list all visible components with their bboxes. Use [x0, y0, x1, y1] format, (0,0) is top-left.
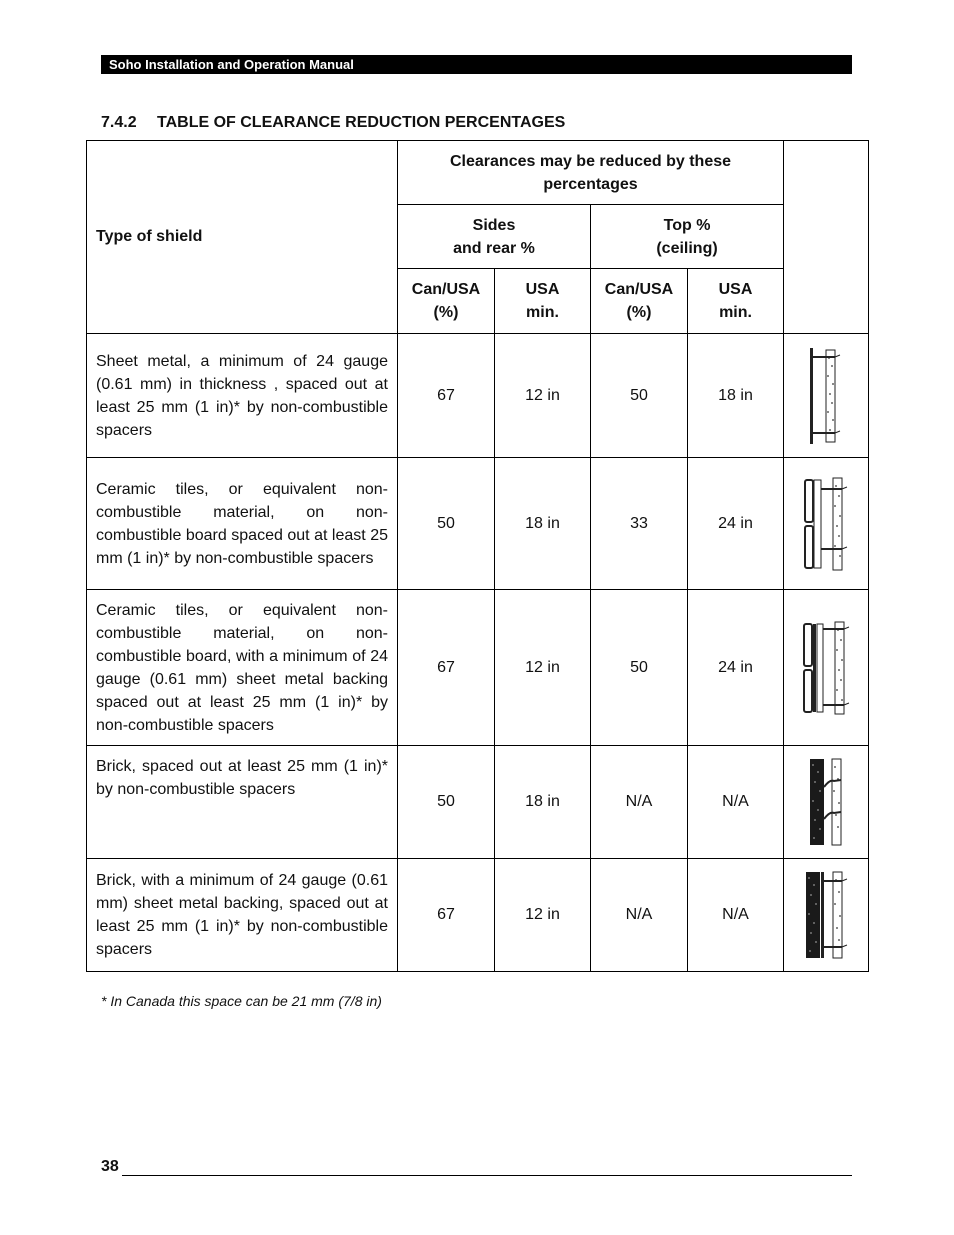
top-canusa-header: Can/USA (%): [591, 269, 688, 334]
sides-canusa-value: 50: [398, 746, 495, 859]
shield-description: Brick, with a minimum of 24 gauge (0.61 mm) sheet metal backing, spaced out at least 25 mm (1 in)* by non-combustible spacers: [87, 859, 398, 972]
top-canusa-value: 50: [591, 334, 688, 458]
manual-title: Soho Installation and Operation Manual: [109, 57, 354, 72]
sides-usa-value: 18 in: [495, 458, 591, 590]
manual-header-bar: [101, 55, 852, 74]
table-row: [87, 334, 869, 458]
clearances-header: Clearances may be reduced by these percentages: [398, 141, 784, 205]
sides-usa-header: USA min.: [495, 269, 591, 334]
sides-canusa-value: 67: [398, 590, 495, 746]
section-title: TABLE OF CLEARANCE REDUCTION PERCENTAGES: [157, 114, 566, 131]
brick-shield-icon: [806, 757, 846, 847]
top-canusa-value: 50: [591, 590, 688, 746]
top-usa-value: N/A: [688, 859, 784, 972]
table-row: [87, 859, 869, 972]
table-row: [87, 746, 869, 859]
clearance-table: [86, 140, 869, 972]
top-usa-value: N/A: [688, 746, 784, 859]
shield-description: Ceramic tiles, or equivalent non-combustible material, on non-combustible board spaced out at least 25 mm (1 in)* by non-combustible spacers: [87, 458, 398, 590]
sheet-metal-shield-icon: [806, 346, 846, 446]
sides-usa-value: 12 in: [495, 334, 591, 458]
section-number: 7.4.2: [101, 114, 137, 131]
ceramic-tile-shield-icon: [803, 476, 849, 572]
sides-usa-value: 18 in: [495, 746, 591, 859]
top-usa-value: 24 in: [688, 458, 784, 590]
top-usa-value: 18 in: [688, 334, 784, 458]
brick-metal-backing-shield-icon: [804, 870, 848, 960]
top-canusa-value: N/A: [591, 859, 688, 972]
table-row: [87, 458, 869, 590]
top-header: Top % (ceiling): [591, 205, 784, 269]
sides-usa-value: 12 in: [495, 590, 591, 746]
sides-canusa-value: 67: [398, 859, 495, 972]
shield-description: Brick, spaced out at least 25 mm (1 in)* by non-combustible spacers: [87, 746, 398, 859]
top-usa-value: 24 in: [688, 590, 784, 746]
sides-header: Sides and rear %: [398, 205, 591, 269]
page-number: 38: [101, 1158, 119, 1175]
sides-canusa-header: Can/USA (%): [398, 269, 495, 334]
sides-usa-value: 12 in: [495, 859, 591, 972]
section-heading: [101, 114, 565, 132]
footnote: * In Canada this space can be 21 mm (7/8 in): [101, 993, 382, 1009]
illustration-header-blank: [784, 141, 869, 334]
table-row: [87, 590, 869, 746]
top-canusa-value: N/A: [591, 746, 688, 859]
sides-canusa-value: 67: [398, 334, 495, 458]
shield-description: Sheet metal, a minimum of 24 gauge (0.61 mm) in thickness , spaced out at least 25 mm (1 in)* by non-combustible spacers: [87, 334, 398, 458]
type-of-shield-header: Type of shield: [87, 141, 398, 334]
top-usa-header: USA min.: [688, 269, 784, 334]
shield-description: Ceramic tiles, or equivalent non-combustible material, on non-combustible board, with a minimum of 24 gauge (0.61 mm) sheet metal backing spaced out at least 25 mm (1 in)* by non-combustible spacers: [87, 590, 398, 746]
sides-canusa-value: 50: [398, 458, 495, 590]
ceramic-tile-metal-backing-shield-icon: [802, 620, 850, 716]
top-canusa-value: 33: [591, 458, 688, 590]
footer-rule: [122, 1175, 852, 1176]
